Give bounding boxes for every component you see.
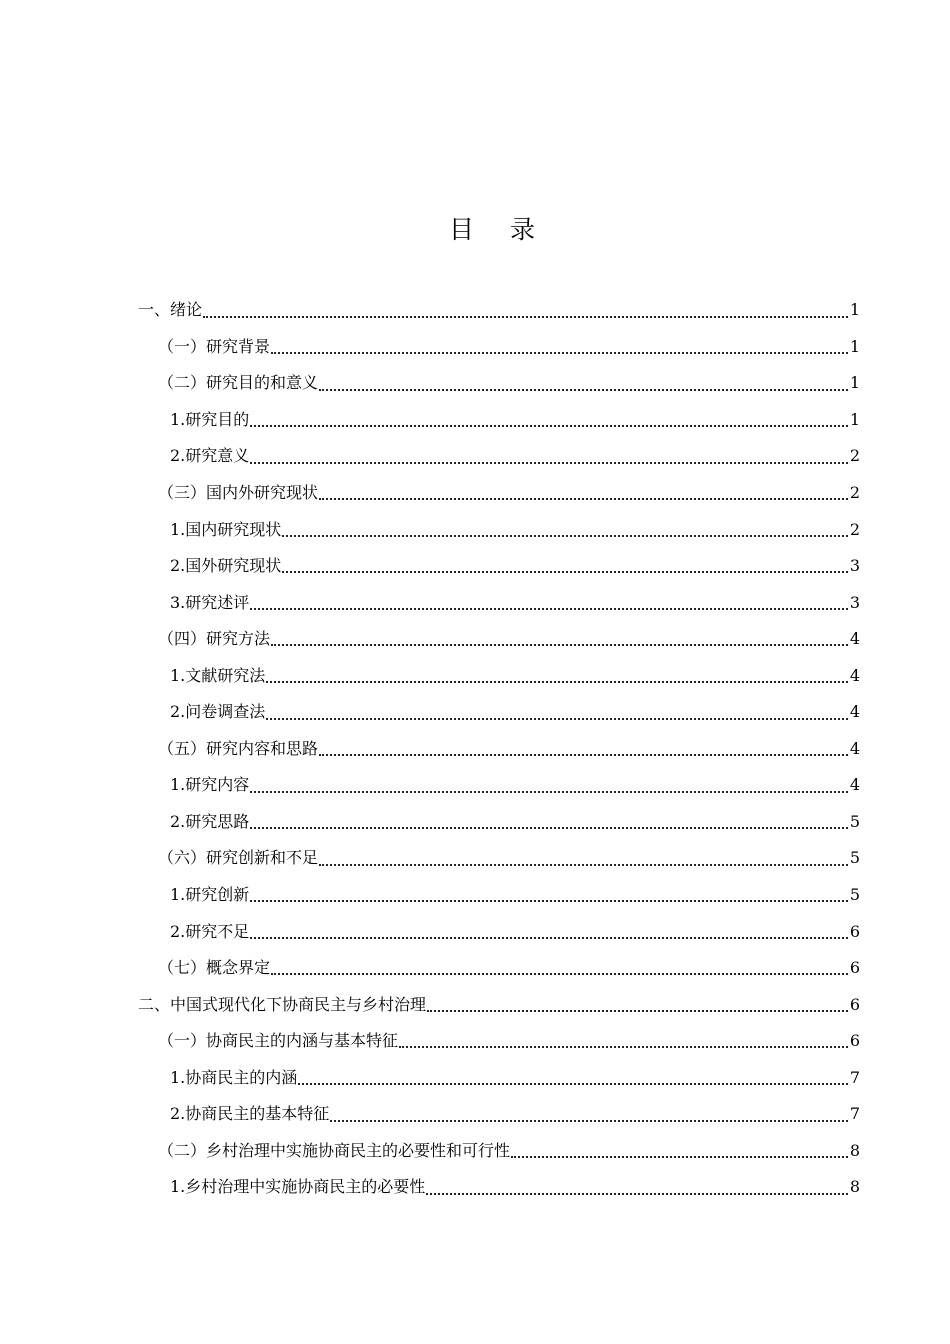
toc-dot-leader (511, 1155, 848, 1158)
toc-entry-title: 二、中国式现代化下协商民主与乡村治理 (138, 994, 427, 1014)
toc-entry-title: 1.研究创新 (170, 885, 250, 905)
toc-dot-leader (427, 1009, 848, 1012)
toc-entry[interactable] (0, 1133, 950, 1170)
toc-entry-title: （五）研究内容和思路 (158, 738, 319, 758)
toc-entry-title: 1.研究内容 (170, 775, 250, 795)
toc-dot-leader (271, 351, 848, 354)
toc-title: 目 录 (449, 215, 549, 244)
toc-page-number: 4 (849, 738, 860, 758)
toc-dot-leader (330, 1119, 848, 1122)
toc-page-number: 3 (849, 556, 860, 576)
toc-dot-leader (250, 899, 848, 902)
toc-entry-title: 2.研究思路 (170, 811, 250, 831)
toc-entry-title: （一）协商民主的内涵与基本特征 (158, 1031, 399, 1051)
toc-dot-leader (250, 826, 848, 829)
toc-page-number: 7 (849, 1067, 860, 1087)
toc-page-number: 1 (849, 336, 860, 356)
toc-entry[interactable] (0, 731, 950, 768)
toc-page-number: 5 (849, 811, 860, 831)
toc-page-number: 1 (849, 300, 860, 320)
toc-dot-leader (298, 1082, 848, 1085)
toc-entry[interactable] (0, 402, 950, 439)
toc-dot-leader (319, 497, 848, 500)
toc-entry[interactable] (0, 950, 950, 987)
toc-page-number: 2 (849, 483, 860, 502)
toc-entry-title: 2.协商民主的基本特征 (170, 1104, 330, 1124)
toc-entry-title: （七）概念界定 (158, 958, 271, 978)
toc-entry[interactable] (0, 877, 950, 914)
toc-entry-title: （一）研究背景 (158, 336, 271, 356)
toc-dot-leader (203, 315, 848, 318)
toc-entry[interactable] (0, 657, 950, 694)
toc-dot-leader (250, 790, 848, 793)
toc-page-number: 6 (849, 958, 860, 978)
toc-page-number: 7 (849, 1104, 860, 1124)
toc-page-number: 2 (849, 446, 860, 466)
toc-entry-title: （二）乡村治理中实施协商民主的必要性和可行性 (158, 1140, 511, 1160)
toc-entry-title: 2.问卷调查法 (170, 702, 266, 722)
toc-page-number: 3 (849, 592, 860, 612)
toc-entry[interactable] (0, 621, 950, 658)
toc-entry-title: 1.协商民主的内涵 (170, 1067, 298, 1087)
toc-page-number: 6 (849, 994, 860, 1014)
toc-dot-leader (319, 753, 848, 756)
toc-list (0, 292, 950, 1206)
toc-entry[interactable] (0, 292, 950, 329)
toc-entry-title: 2.国外研究现状 (170, 556, 282, 576)
toc-page-number: 2 (849, 519, 860, 539)
toc-entry[interactable] (0, 913, 950, 950)
toc-entry[interactable] (0, 767, 950, 804)
toc-dot-leader (319, 388, 848, 391)
toc-entry-title: 3.研究述评 (170, 592, 250, 612)
toc-dot-leader (399, 1045, 848, 1048)
toc-page-number: 1 (849, 409, 860, 429)
toc-entry[interactable] (0, 1096, 950, 1133)
toc-dot-leader (271, 972, 848, 975)
toc-entry[interactable] (0, 548, 950, 585)
toc-entry-title: （六）研究创新和不足 (158, 848, 319, 868)
toc-entry-title: 一、绪论 (138, 300, 203, 320)
toc-entry-title: 1.文献研究法 (170, 665, 266, 685)
toc-dot-leader (250, 936, 848, 939)
toc-page-number: 4 (849, 775, 860, 795)
toc-dot-leader (319, 863, 848, 866)
toc-entry[interactable] (0, 329, 950, 366)
toc-entry[interactable] (0, 365, 950, 402)
toc-dot-leader (271, 643, 848, 646)
toc-entry-title: （三）国内外研究现状 (158, 483, 319, 502)
toc-dot-leader (282, 534, 848, 537)
toc-dot-leader (282, 570, 848, 573)
toc-entry-title: 1.乡村治理中实施协商民主的必要性 (170, 1177, 426, 1197)
toc-entry[interactable] (0, 1169, 950, 1206)
toc-entry-title: 2.研究意义 (170, 446, 250, 466)
toc-page-number: 6 (849, 1031, 860, 1051)
toc-entry[interactable] (0, 438, 950, 475)
toc-entry[interactable] (0, 840, 950, 877)
toc-entry[interactable] (0, 986, 950, 1023)
toc-entry-title: （四）研究方法 (158, 629, 271, 649)
toc-dot-leader (250, 424, 848, 427)
toc-entry-title: 1.国内研究现状 (170, 519, 282, 539)
toc-dot-leader (266, 680, 848, 683)
toc-entry[interactable] (0, 804, 950, 841)
toc-page-number: 6 (849, 921, 860, 941)
toc-entry[interactable] (0, 584, 950, 621)
toc-entry[interactable] (0, 1059, 950, 1096)
toc-page-number: 5 (849, 885, 860, 905)
toc-dot-leader (250, 607, 848, 610)
toc-entry[interactable] (0, 475, 950, 512)
toc-page-number: 8 (849, 1140, 860, 1160)
toc-entry[interactable] (0, 694, 950, 731)
toc-entry[interactable] (0, 1023, 950, 1060)
toc-page-number: 4 (849, 702, 860, 722)
toc-entry[interactable] (0, 511, 950, 548)
toc-page-number: 4 (849, 629, 860, 649)
toc-entry-title: （二）研究目的和意义 (158, 373, 319, 393)
toc-page-number: 8 (849, 1177, 860, 1197)
toc-dot-leader (426, 1192, 848, 1195)
toc-page-number: 4 (849, 665, 860, 685)
toc-page-number: 1 (849, 373, 860, 393)
toc-entry-title: 2.研究不足 (170, 921, 250, 941)
toc-entry-title: 1.研究目的 (170, 409, 250, 429)
toc-dot-leader (266, 717, 848, 720)
toc-dot-leader (250, 461, 848, 464)
toc-page-number: 5 (849, 848, 860, 868)
